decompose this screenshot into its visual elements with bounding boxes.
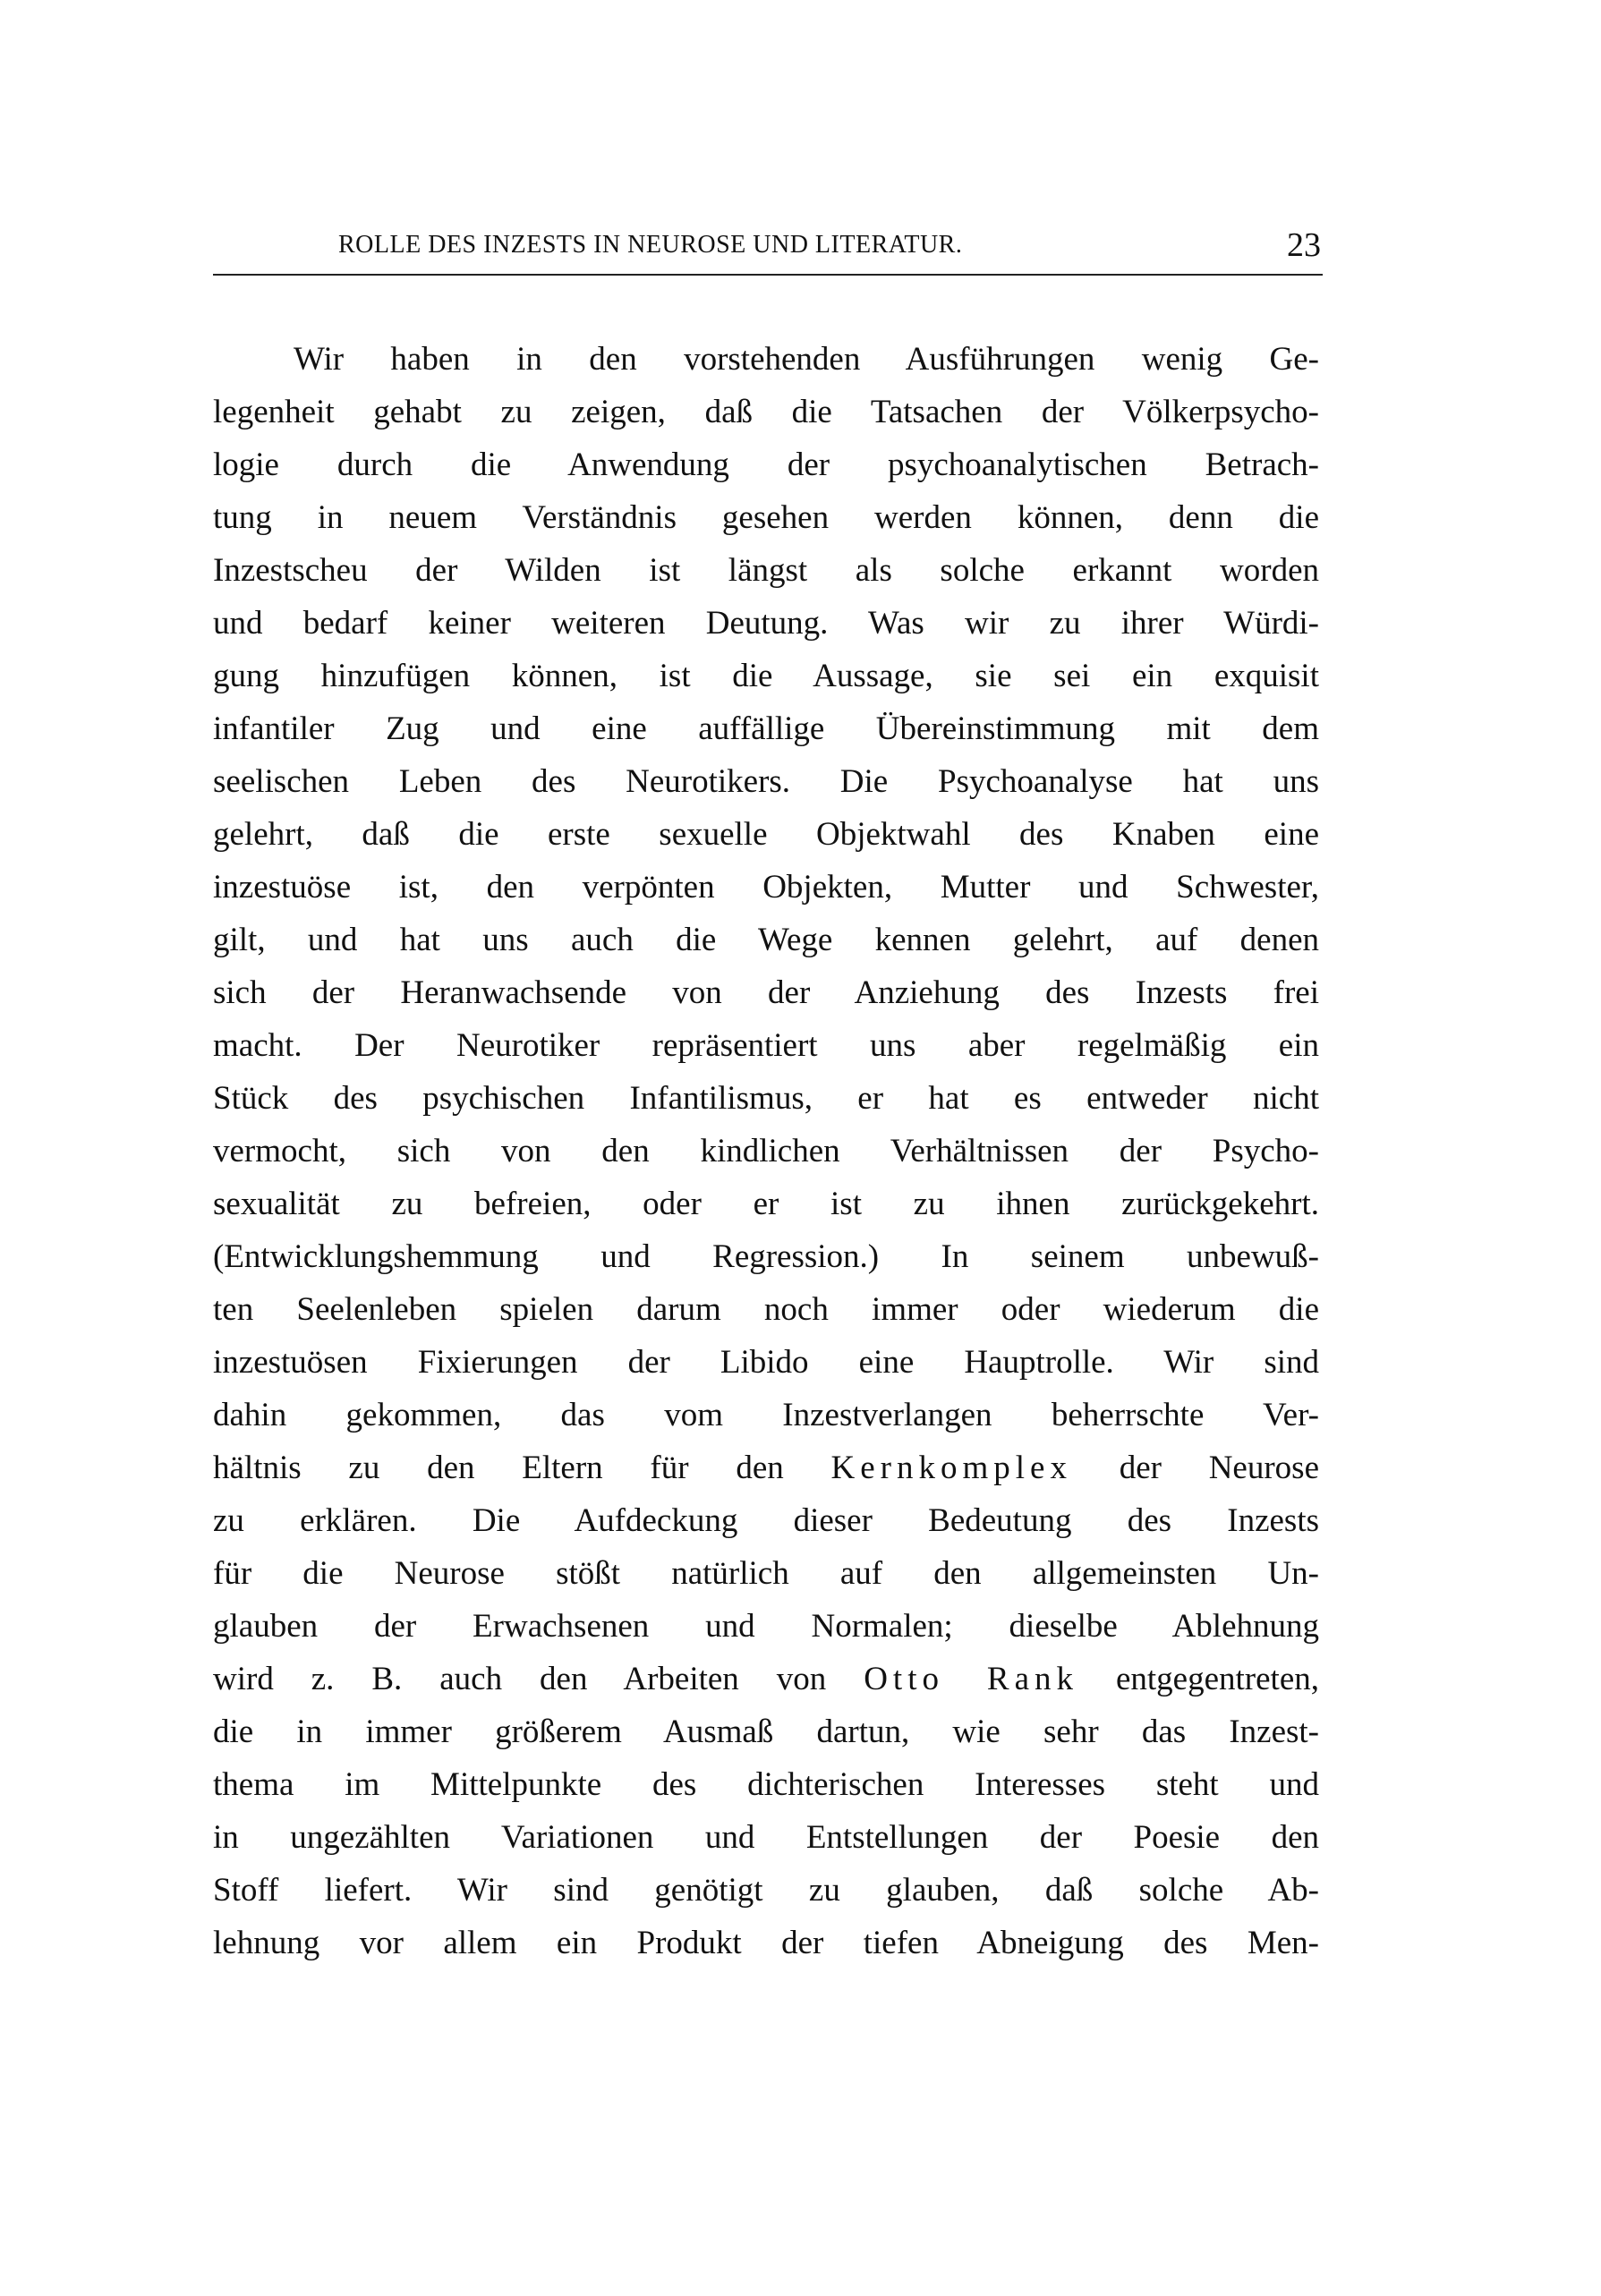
header-rule bbox=[213, 274, 1323, 276]
emphasized-author-name: Otto Rank bbox=[864, 1661, 1079, 1697]
text-line: sich der Heranwachsende von der Anziehung des Inzests frei bbox=[213, 974, 1319, 1011]
text-line: thema im Mittelpunkte des dichterischen Interesses steht und bbox=[213, 1766, 1319, 1803]
text-line: lehnung vor allem ein Produkt der tiefen Abneigung des Men- bbox=[213, 1925, 1319, 1961]
text-line: vermocht, sich von den kindlichen Verhältnissen der Psycho- bbox=[213, 1133, 1319, 1169]
text-line: inzestuösen Fixierungen der Libido eine Hauptrolle. Wir sind bbox=[213, 1344, 1319, 1381]
line-segment: entgegentreten, bbox=[1078, 1661, 1319, 1697]
text-line: inzestuöse ist, den verpönten Objekten, Mutter und Schwester, bbox=[213, 869, 1319, 906]
text-line: seelischen Leben des Neurotikers. Die Psychoanalyse hat uns bbox=[213, 763, 1319, 800]
text-line: tung in neuem Verständnis gesehen werden können, denn die bbox=[213, 499, 1319, 536]
running-head bbox=[213, 225, 1321, 265]
text-line-kernkomplex bbox=[213, 1441, 1319, 1494]
text-line: zu erklären. Die Aufdeckung dieser Bedeutung des Inzests bbox=[213, 1502, 1319, 1539]
text-line: sexualität zu befreien, oder er ist zu ihnen zurückgekehrt. bbox=[213, 1186, 1319, 1222]
line-segment: der Neurose bbox=[1071, 1450, 1319, 1486]
text-line: Wir haben in den vorstehenden Ausführungen wenig Ge- bbox=[294, 341, 1319, 378]
line-segment: hältnis zu den Eltern für den bbox=[213, 1450, 831, 1486]
text-line: dahin gekommen, das vom Inzestverlangen beherrschte Ver- bbox=[213, 1397, 1319, 1433]
text-line: die in immer größerem Ausmaß dartun, wie sehr das Inzest- bbox=[213, 1713, 1319, 1750]
text-line: infantiler Zug und eine auffällige Übereinstimmung mit dem bbox=[213, 710, 1319, 747]
text-line: gelehrt, daß die erste sexuelle Objektwahl des Knaben eine bbox=[213, 816, 1319, 853]
text-line: gilt, und hat uns auch die Wege kennen gelehrt, auf denen bbox=[213, 922, 1319, 958]
text-line: macht. Der Neurotiker repräsentiert uns aber regelmäßig ein bbox=[213, 1027, 1319, 1064]
body-text bbox=[213, 333, 1319, 1969]
text-line: legenheit gehabt zu zeigen, daß die Tatsachen der Völkerpsycho- bbox=[213, 394, 1319, 430]
text-line: (Entwicklungshemmung und Regression.) In seinem unbewuß- bbox=[213, 1238, 1319, 1275]
running-title: ROLLE DES INZESTS IN NEUROSE UND LITERATUR. bbox=[338, 231, 963, 259]
text-line-otto-rank bbox=[213, 1653, 1319, 1705]
text-line: Stoff liefert. Wir sind genötigt zu glauben, daß solche Ab- bbox=[213, 1872, 1319, 1909]
text-line: glauben der Erwachsenen und Normalen; dieselbe Ablehnung bbox=[213, 1608, 1319, 1645]
emphasized-term: Kernkomplex bbox=[830, 1450, 1072, 1486]
text-line: und bedarf keiner weiteren Deutung. Was wir zu ihrer Würdi- bbox=[213, 605, 1319, 642]
text-line: Stück des psychischen Infantilismus, er hat es entweder nicht bbox=[213, 1080, 1319, 1117]
text-line: Inzestscheu der Wilden ist längst als solche erkannt worden bbox=[213, 552, 1319, 589]
text-line: gung hinzufügen können, ist die Aussage, sie sei ein exquisit bbox=[213, 658, 1319, 694]
text-line: logie durch die Anwendung der psychoanalytischen Betrach- bbox=[213, 446, 1319, 483]
line-segment: wird z. B. auch den Arbeiten von bbox=[213, 1661, 864, 1697]
page-number: 23 bbox=[1287, 226, 1321, 264]
text-line: für die Neurose stößt natürlich auf den allgemeinsten Un- bbox=[213, 1555, 1319, 1592]
text-line: ten Seelenleben spielen darum noch immer oder wiederum die bbox=[213, 1291, 1319, 1328]
text-line: in ungezählten Variationen und Entstellungen der Poesie den bbox=[213, 1819, 1319, 1856]
